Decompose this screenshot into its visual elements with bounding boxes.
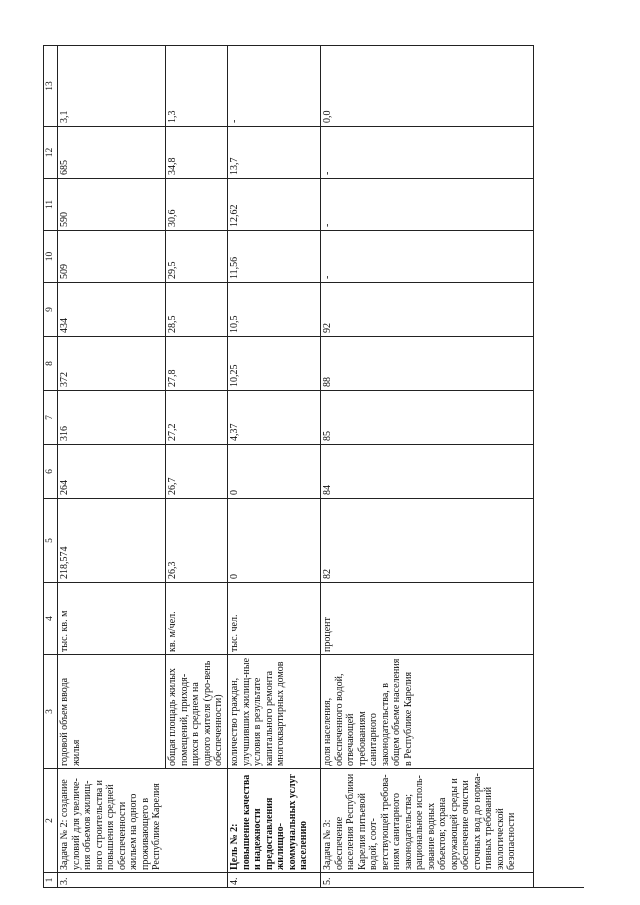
indicator-cell: доля населения, обеспеченного водой, отвечающей требованиям санитарного законодательства, в общем объеме населения в Республике Карелия	[321, 654, 534, 768]
column-header: 8	[44, 336, 58, 390]
value-cell: 0	[228, 498, 321, 582]
value-cell: 26,3	[166, 498, 228, 582]
value-cell: 10,25	[228, 336, 321, 390]
value-cell: 4,37	[228, 390, 321, 444]
column-header: 12	[44, 126, 58, 178]
indicator-cell: количество граждан, улучшивших жилищ-ные условия в результате капитального ремонта многоквартирных домов	[228, 654, 321, 768]
indicator-cell: годовой объем ввода жилья	[58, 654, 166, 768]
value-cell: 13,7	[228, 126, 321, 178]
unit-cell: процент	[321, 582, 534, 654]
value-cell: -	[321, 126, 534, 178]
value-cell: 685	[58, 126, 166, 178]
row-number: 4.	[228, 872, 321, 887]
column-header: 9	[44, 282, 58, 336]
value-cell: -	[321, 230, 534, 282]
goal-cell: Задача № 2: создание условий для увеличе-ния объемов жилищ-ного строительства и повышения средней обеспеченности жильем на одного проживающего в Республике Карелия	[58, 768, 228, 872]
column-header: 11	[44, 178, 58, 230]
value-cell: 0,0	[321, 45, 534, 126]
value-cell: -	[321, 178, 534, 230]
value-cell: 27,8	[166, 336, 228, 390]
column-header: 3	[44, 654, 58, 768]
row-number: 3.	[58, 872, 228, 887]
value-cell: 316	[58, 390, 166, 444]
value-cell: 11,56	[228, 230, 321, 282]
value-cell: 10,5	[228, 282, 321, 336]
value-cell: 28,5	[166, 282, 228, 336]
value-cell: 12,62	[228, 178, 321, 230]
rotated-table-stage	[43, 46, 583, 888]
value-cell: 29,5	[166, 230, 228, 282]
unit-cell: кв. м/чел.	[166, 582, 228, 654]
column-header: 10	[44, 230, 58, 282]
column-header: 6	[44, 444, 58, 498]
value-cell: 218,574	[58, 498, 166, 582]
value-cell: 434	[58, 282, 166, 336]
column-header: 4	[44, 582, 58, 654]
value-cell: 88	[321, 336, 534, 390]
unit-cell: тыс. кв. м	[58, 582, 166, 654]
value-cell: 509	[58, 230, 166, 282]
row-number: 5.	[321, 872, 534, 887]
value-cell: 92	[321, 282, 534, 336]
value-cell: 26,7	[166, 444, 228, 498]
column-header: 13	[44, 45, 58, 126]
value-cell: 82	[321, 498, 534, 582]
value-cell: -	[228, 45, 321, 126]
value-cell: 264	[58, 444, 166, 498]
column-header: 1	[44, 872, 58, 887]
value-cell: 30,6	[166, 178, 228, 230]
goal-cell: Задача № 3: обеспечение населения Республики Карелия питьевой водой, соот-ветствующей требова-ниям санитарного законодательства; рациональное исполь-зование водных объектов; охрана окружающей среды и обеспечение очистки сточных вод до норма-тивных требований экологической безопасности	[321, 768, 534, 872]
indicator-table	[43, 45, 584, 888]
column-header: 2	[44, 768, 58, 872]
indicator-cell: общая площадь жилых помещений, приходя-щихся в среднем на одного жителя (уро-вень обеспеченности)	[166, 654, 228, 768]
value-cell: 1,3	[166, 45, 228, 126]
value-cell: 34,8	[166, 126, 228, 178]
value-cell: 27,2	[166, 390, 228, 444]
value-cell: 0	[228, 444, 321, 498]
column-header: 7	[44, 390, 58, 444]
value-cell: 372	[58, 336, 166, 390]
value-cell: 85	[321, 390, 534, 444]
goal-cell: Цель № 2: повышение качества и надежности предоставления жилищно-коммунальных услуг населению	[228, 768, 321, 872]
value-cell: 3,1	[58, 45, 166, 126]
value-cell: 84	[321, 444, 534, 498]
value-cell: 590	[58, 178, 166, 230]
column-header: 5	[44, 498, 58, 582]
unit-cell: тыс. чел.	[228, 582, 321, 654]
